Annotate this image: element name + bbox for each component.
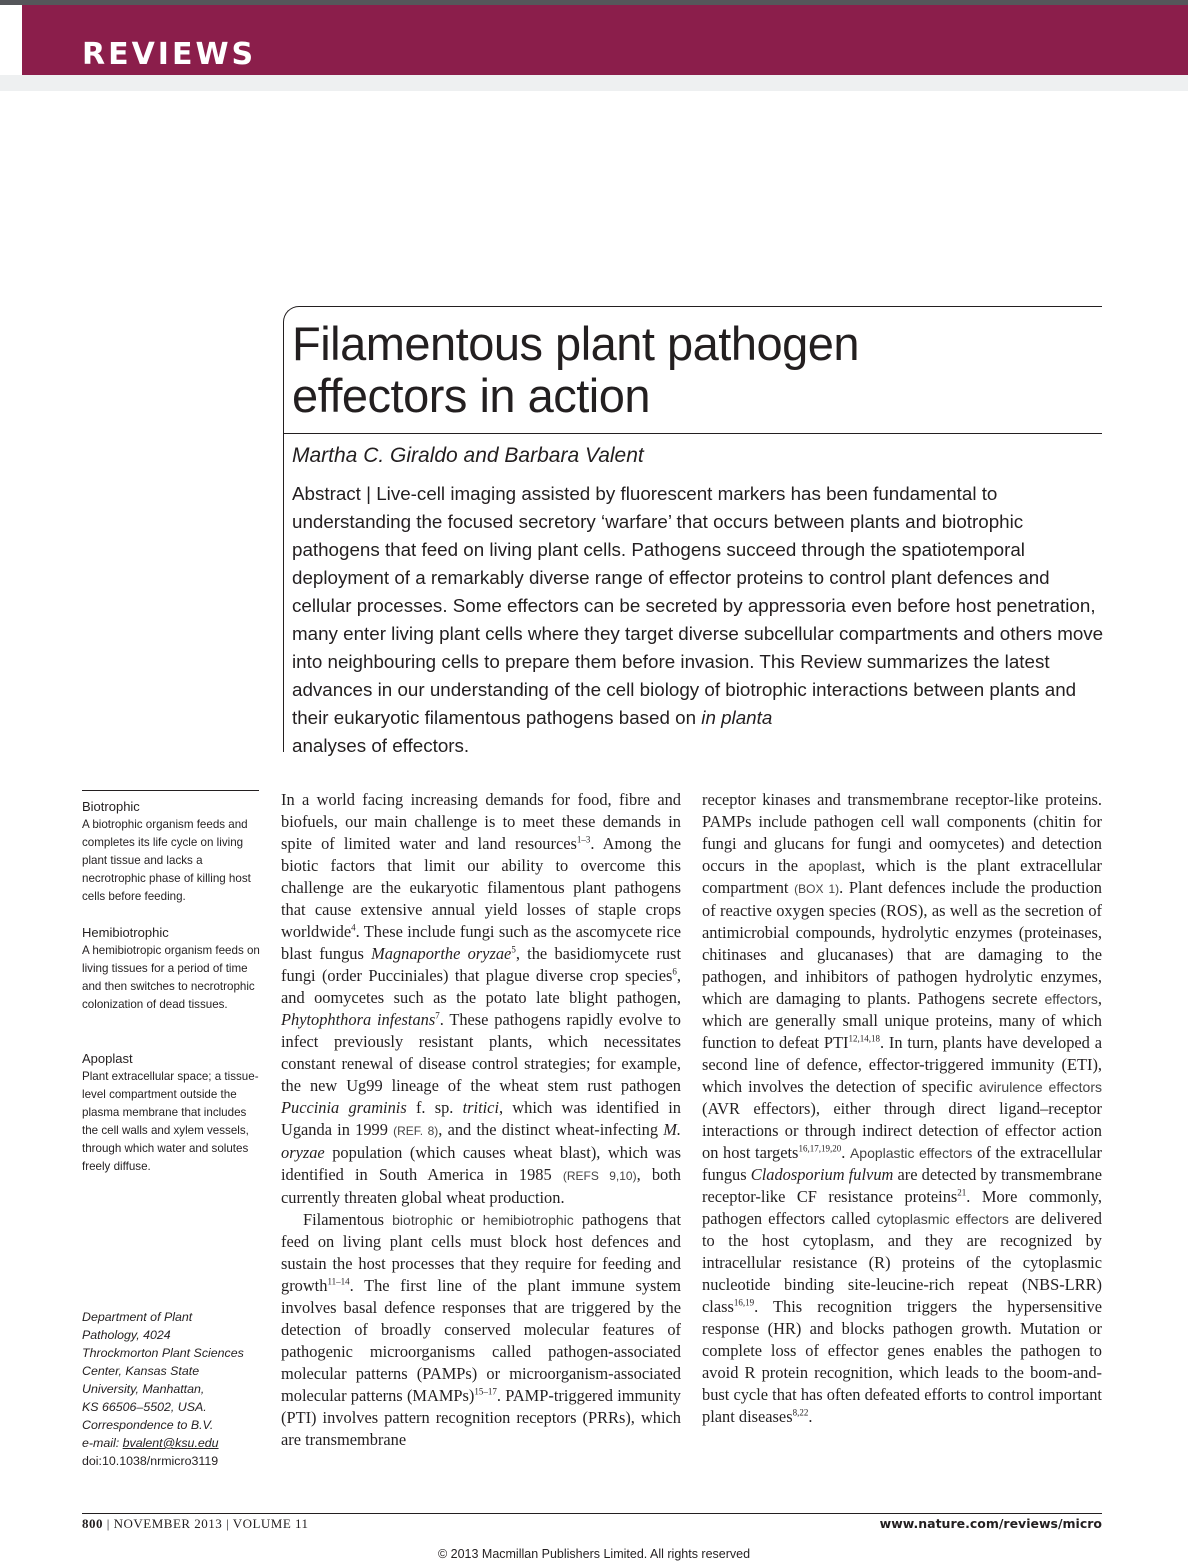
affiliation bbox=[82, 1308, 267, 1470]
section-header-band bbox=[22, 5, 1188, 75]
body-text: , and oomycetes such as the potato late blight pathogen, bbox=[281, 966, 681, 1007]
footer-rule bbox=[82, 1513, 1102, 1514]
glossary-link[interactable]: avirulence effectors bbox=[978, 1079, 1102, 1095]
page-number: 800 bbox=[82, 1516, 103, 1531]
affiliation-line: Throckmorton Plant Sciences bbox=[82, 1346, 244, 1360]
body-text: f. sp. bbox=[406, 1098, 463, 1117]
body-paragraph bbox=[281, 1209, 681, 1451]
body-text: pathogens that feed on living plant cells must block host defences and sustain the host processes that they require for feeding and growth bbox=[281, 1210, 681, 1295]
affiliation-line: Pathology, 4024 bbox=[82, 1328, 171, 1342]
glossary-rule bbox=[82, 790, 259, 791]
body-text: , and the distinct wheat-infecting bbox=[438, 1120, 664, 1139]
affiliation-email-line bbox=[82, 1434, 267, 1452]
body-text: receptor kinases and transmembrane receptor-like proteins. PAMPs include pathogen cell wall components (chitin for fungi and glucans for fungi and oomycetes) and detection occurs in the bbox=[702, 790, 1102, 875]
body-text: . bbox=[841, 1143, 850, 1162]
citation: 21 bbox=[957, 1187, 967, 1198]
species-name: tritici bbox=[462, 1098, 500, 1117]
citation: 6 bbox=[672, 966, 677, 977]
volume: VOLUME 11 bbox=[232, 1516, 309, 1531]
body-text: of the extracellular fungus bbox=[702, 1143, 1102, 1184]
body-text: , the basidiomycete rust fungi (order Pucciniales) that plague diverse crop species bbox=[281, 944, 681, 985]
copyright: © 2013 Macmillan Publishers Limited. All rights reserved bbox=[437, 1547, 751, 1561]
body-text: . The first line of the plant immune system involves basal defence responses that are triggered by the detection of broadly conserved molecular features of pathogenic microorganisms called pathogen-associated molecular patterns (PAMPs) or microorganism-associated molecular patterns (MAMPs) bbox=[281, 1276, 681, 1405]
glossary-definition: Plant extracellular space; a tissue-level compartment outside the plasma membrane that includes the cell walls and xylem vessels, through which water and solutes freely diffuse. bbox=[82, 1070, 259, 1173]
citation: 12,14,18 bbox=[848, 1033, 880, 1044]
affiliation-line: Correspondence to B.V. bbox=[82, 1418, 214, 1432]
citation: 16,17,19,20 bbox=[798, 1143, 842, 1154]
body-text: population (which causes wheat blast), which was identified in South America in 1985 bbox=[281, 1143, 681, 1184]
species-name: Puccinia graminis bbox=[281, 1098, 407, 1117]
footer-separator: | bbox=[103, 1516, 114, 1531]
abstract-text: Live-cell imaging assisted by fluorescent markers has been fundamental to understanding the focused secretory ‘warfare’ that occurs between plants and biotrophic pathogens that feed on living plant cells. Pathogens succeed through the spatiotemporal deployment of a remarkably diverse range of effector proteins to control plant defences and cellular processes. Some effectors can be secreted by appressoria even before host penetration, many enter living plant cells where they target diverse subcellular compartments and others move into neighbouring cells to prepare them before invasion. This Review summarizes the latest advances in our understanding of the cell biology of biotrophic interactions between plants and their eukaryotic filamentous pathogens based on bbox=[292, 483, 1104, 728]
header-shadow bbox=[0, 75, 1188, 91]
affiliation-line: University, Manhattan, bbox=[82, 1382, 205, 1396]
authors: Martha C. Giraldo and Barbara Valent bbox=[292, 444, 644, 467]
glossary-link[interactable]: apoplast bbox=[808, 858, 862, 874]
abstract-end: analyses of effectors. bbox=[292, 735, 470, 756]
body-column-1 bbox=[281, 789, 681, 1451]
body-text: . Plant defences include the production of reactive oxygen species (ROS), as well as the secretion of antimicrobial compounds, hydrolytic enzymes (proteinases, chitinases and glucanases) that are damaging to the pathogen, and inhibitors of pathogen hydrolytic enzymes, which are damaging to plants. Pathogens secrete bbox=[702, 878, 1103, 1008]
species-name: M. oryzae bbox=[281, 1120, 681, 1162]
citation: 5 bbox=[511, 944, 516, 955]
citation: 16,19 bbox=[733, 1297, 755, 1308]
affiliation-line: KS 66506–5502, USA. bbox=[82, 1400, 207, 1414]
abstract-italic: in planta bbox=[701, 707, 773, 728]
footer-separator: | bbox=[222, 1516, 233, 1531]
glossary-definition: A hemibiotropic organism feeds on living tissues for a period of time and then switches to necrotrophic colonization of dead tissues. bbox=[82, 944, 260, 1011]
body-text: are detected by transmembrane receptor-like CF resistance proteins bbox=[702, 1165, 1103, 1206]
title-rule bbox=[283, 433, 1102, 434]
email-label: e‑mail: bbox=[82, 1436, 123, 1450]
body-text: Filamentous bbox=[303, 1210, 393, 1229]
box-link[interactable]: (BOX 1) bbox=[794, 882, 840, 896]
glossary-term: Hemibiotrophic bbox=[82, 925, 169, 940]
glossary-link[interactable]: biotrophic bbox=[392, 1212, 453, 1228]
glossary-term: Biotrophic bbox=[82, 799, 140, 814]
body-column-2 bbox=[702, 789, 1102, 1428]
abstract-label: Abstract | bbox=[292, 483, 371, 504]
body-text: , which are generally small unique proteins, many of which function to defeat PTI bbox=[702, 989, 1102, 1052]
body-text: are delivered to the host cytoplasm, and they are recognized by intracellular resistance (R) proteins of the cytoplasmic nucleotide binding site-leucine-rich repeat (NBS-LRR) class bbox=[702, 1209, 1102, 1316]
glossary-definition: A biotrophic organism feeds and completes its life cycle on living plant tissue and lacks a necrotrophic phase of killing host cells before feeding. bbox=[82, 818, 251, 903]
body-text: In a world facing increasing demands for food, fibre and biofuels, our main challenge is to meet these demands in spite of limited water and land resources bbox=[281, 790, 681, 853]
body-text: . More commonly, pathogen effectors called bbox=[702, 1187, 1102, 1228]
reference-link[interactable]: (REF. 8) bbox=[393, 1124, 439, 1138]
footer-issue-info bbox=[82, 1516, 309, 1532]
title-line-2: effectors in action bbox=[292, 369, 651, 422]
citation: 1–3 bbox=[576, 834, 591, 845]
glossary-link[interactable]: hemibiotrophic bbox=[482, 1212, 574, 1228]
reference-link[interactable]: (REFS 9,10) bbox=[562, 1169, 637, 1183]
species-name: Cladosporium fulvum bbox=[750, 1165, 894, 1184]
glossary-term: Apoplast bbox=[82, 1051, 133, 1066]
affiliation-line: Center, Kansas State bbox=[82, 1364, 200, 1378]
species-name: Magnaporthe oryzae bbox=[371, 944, 512, 963]
body-text: . PAMP-triggered immunity (PTI) involves pattern recognition receptors (PRRs), which are transmembrane bbox=[281, 1386, 681, 1449]
body-text: . Among the biotic factors that limit our ability to overcome this challenge are the eukaryotic filamentous plant pathogens that cause extensive annual yield losses of staple crops worldwide bbox=[281, 834, 681, 941]
glossary-entry-apoplast bbox=[82, 1050, 262, 1176]
citation: 11–14 bbox=[327, 1276, 350, 1287]
article-title bbox=[292, 318, 1092, 422]
body-paragraph bbox=[702, 789, 1102, 1428]
title-line-1: Filamentous plant pathogen bbox=[292, 317, 860, 370]
body-text: . These pathogens rapidly evolve to infect previously resistant plants, which necessitates constant renewal of disease control strategies; for example, the new Ug99 lineage of the wheat stem rust pathogen bbox=[281, 1010, 681, 1095]
body-text: , which is the plant extracellular compartment bbox=[702, 856, 1102, 897]
body-text: , which was identified in Uganda in 1999 bbox=[281, 1098, 681, 1139]
citation: 8,22 bbox=[792, 1407, 809, 1418]
species-name: Phytophthora infestans bbox=[281, 1010, 436, 1029]
issue-date: NOVEMBER 2013 bbox=[113, 1516, 223, 1531]
body-text: . bbox=[808, 1407, 813, 1426]
citation: 4 bbox=[351, 922, 356, 933]
body-text: , both currently threaten global wheat production. bbox=[281, 1165, 681, 1207]
body-text: . These include fungi such as the ascomycete rice blast fungus bbox=[281, 922, 681, 963]
email-link[interactable]: bvalent@ksu.edu bbox=[122, 1436, 219, 1450]
section-label: REVIEWS bbox=[82, 37, 257, 72]
body-text: (AVR effectors), either through direct ligand–receptor interactions or through indirect detection of effector action on host targets bbox=[702, 1099, 1102, 1162]
glossary-link[interactable]: effectors bbox=[1044, 991, 1098, 1007]
glossary-entry-biotrophic bbox=[82, 798, 262, 906]
body-paragraph bbox=[281, 789, 681, 1209]
affiliation-line: Department of Plant bbox=[82, 1310, 193, 1324]
journal-url[interactable]: www.nature.com/reviews/micro bbox=[879, 1516, 1102, 1531]
body-text: or bbox=[452, 1210, 483, 1229]
glossary-entry-hemibiotrophic bbox=[82, 924, 262, 1014]
doi: doi:10.1038/nrmicro3119 bbox=[82, 1454, 219, 1468]
body-text: . This recognition triggers the hypersensitive response (HR) and blocks pathogen growth. Mutation or complete loss of effector genes enables the pathogen to avoid R protein recognition, which leads to the boom-and-bust cycle that has often defeated efforts to control important plant diseases bbox=[702, 1297, 1102, 1426]
citation: 15–17 bbox=[474, 1386, 497, 1397]
citation: 7 bbox=[435, 1010, 440, 1021]
glossary-link[interactable]: cytoplasmic effectors bbox=[876, 1211, 1009, 1227]
glossary-link[interactable]: Apoplastic effectors bbox=[849, 1145, 973, 1161]
abstract bbox=[292, 480, 1107, 760]
body-text: . In turn, plants have developed a second line of defence, effector-triggered immunity (ETI), which involves the detection of specific bbox=[702, 1033, 1102, 1096]
